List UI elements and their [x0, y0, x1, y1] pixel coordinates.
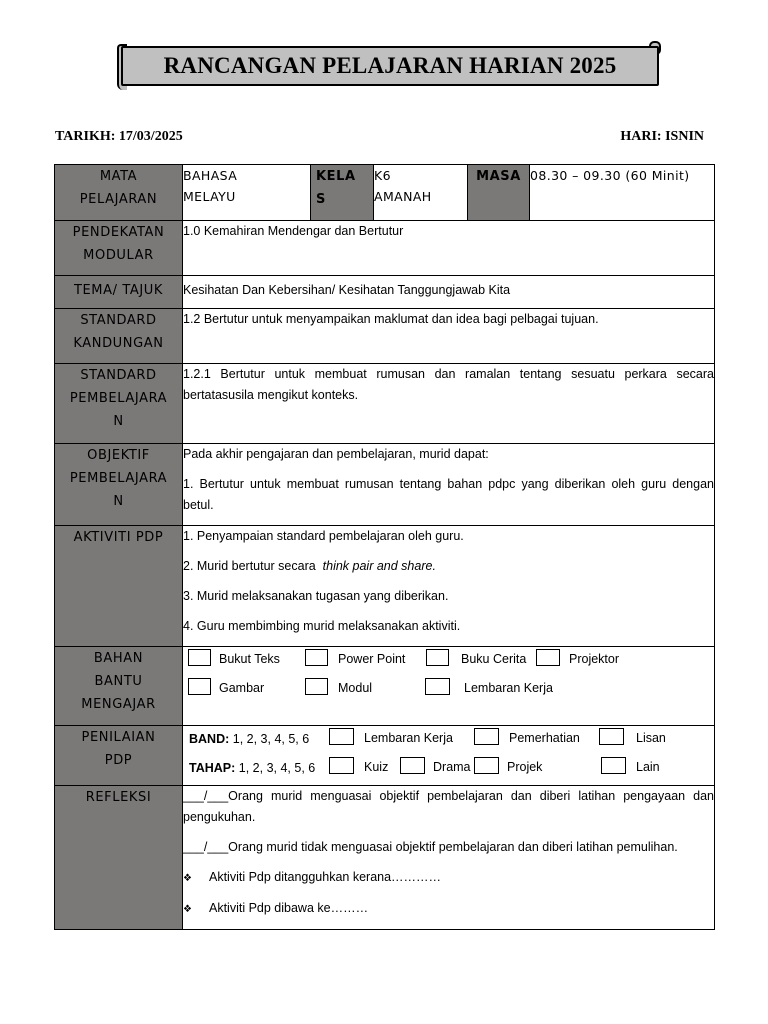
label-line: STANDARD: [80, 368, 157, 383]
checkbox-label: Lain: [636, 760, 660, 774]
row-bahan: [55, 647, 715, 726]
refleksi-bullet: [183, 898, 714, 920]
checkbox-projektor[interactable]: [536, 649, 619, 670]
checkbox-bukut-teks[interactable]: [188, 649, 280, 670]
checkbox-box[interactable]: [188, 678, 211, 695]
band-values: 1, 2, 3, 4, 5, 6: [232, 732, 310, 746]
value-masa: 08.30 – 09.30 (60 Minit): [530, 165, 715, 221]
row-aktiviti: [55, 526, 715, 647]
checkbox-box[interactable]: [601, 757, 626, 774]
value-bahan: [183, 647, 715, 726]
objektif-intro: Pada akhir pengajaran dan pembelajaran, murid dapat:: [183, 447, 489, 461]
hari-label: HARI: ISNIN: [620, 129, 704, 144]
penilaian-row-2: [183, 755, 714, 784]
value-mata-pelajaran: [183, 165, 311, 221]
row-pendekatan: [55, 221, 715, 276]
label-line: PDP: [104, 753, 133, 768]
checkbox-box[interactable]: [426, 649, 449, 666]
checkbox-box[interactable]: [400, 757, 425, 774]
label-line: BANTU: [94, 674, 143, 689]
label-line: STANDARD: [80, 313, 157, 328]
label-aktiviti: AKTIVITI PDP: [55, 526, 183, 647]
value-penilaian: [183, 726, 715, 786]
title-box: [121, 46, 659, 86]
lesson-plan-table: [54, 164, 715, 930]
aktiviti-item-text: 2. Murid bertutur secara: [183, 559, 316, 573]
label-line: PENILAIAN: [81, 730, 156, 745]
refleksi-bullet: [183, 867, 714, 889]
checkbox-box[interactable]: [188, 649, 211, 666]
checkbox-label: Projektor: [569, 652, 620, 666]
checkbox-box[interactable]: [329, 757, 354, 774]
label-line: PELAJARAN: [79, 192, 158, 207]
page-title: RANCANGAN PELAJARAN HARIAN 2025: [163, 53, 617, 78]
label-refleksi: REFLEKSI: [55, 786, 183, 930]
checkbox-box[interactable]: [536, 649, 560, 666]
aktiviti-item: 3. Murid melaksanakan tugasan yang diberikan.: [183, 589, 449, 603]
value-kelas: [374, 165, 468, 221]
aktiviti-italic: think pair and share.: [322, 559, 436, 573]
checkbox-lisan[interactable]: [599, 728, 666, 749]
row-standard-pembelajaran: [55, 364, 715, 444]
value-pendekatan: 1.0 Kemahiran Mendengar dan Bertutur: [183, 221, 715, 276]
label-line: N: [113, 494, 124, 509]
checkbox-label: Lembaran Kerja: [464, 681, 553, 695]
checkbox-box[interactable]: [425, 678, 450, 695]
value-refleksi: [183, 786, 715, 930]
label-line: KELA: [316, 169, 356, 184]
aktiviti-item: 1. Penyampaian standard pembelajaran oleh guru.: [183, 529, 464, 543]
label-line: PENDEKATAN: [72, 225, 165, 240]
diamond-bullet-icon: ❖: [183, 873, 192, 884]
label-line: OBJEKTIF: [87, 448, 150, 463]
checkbox-lembaran-kerja-penilaian[interactable]: [329, 728, 453, 749]
row-penilaian: [55, 726, 715, 786]
checkbox-label: Lisan: [636, 731, 666, 745]
value-aktiviti: [183, 526, 715, 647]
label-line: PEMBELAJARA: [69, 391, 168, 406]
band-text: [189, 729, 309, 750]
checkbox-label: Modul: [338, 681, 373, 695]
label-line: MENGAJAR: [81, 697, 156, 712]
checkbox-box[interactable]: [474, 728, 499, 745]
value-line: MELAYU: [183, 189, 236, 204]
value-standard-pembelajaran: 1.2.1 Bertutur untuk membuat rumusan dan ramalan tentang sesuatu perkara secara bertatasusila mengikut konteks.: [183, 364, 715, 444]
row-tema: [55, 276, 715, 309]
checkbox-label: Power Point: [338, 652, 406, 666]
checkbox-label: Lembaran Kerja: [364, 731, 453, 745]
checkbox-power-point[interactable]: [305, 649, 405, 670]
checkbox-box[interactable]: [329, 728, 354, 745]
value-standard-kandungan: 1.2 Bertutur untuk menyampaikan maklumat dan idea bagi pelbagai tujuan.: [183, 309, 715, 364]
checkbox-label: Kuiz: [364, 760, 389, 774]
checkbox-box[interactable]: [474, 757, 499, 774]
checkbox-label: Gambar: [219, 681, 265, 695]
label-pendekatan: [55, 221, 183, 276]
row-refleksi: [55, 786, 715, 930]
label-tema: TEMA/ TAJUK: [55, 276, 183, 309]
label-mata-pelajaran: [55, 165, 183, 221]
bullet-text: Aktiviti Pdp dibawa ke………: [209, 901, 369, 915]
checkbox-box[interactable]: [305, 649, 328, 666]
label-line: MODULAR: [83, 248, 154, 263]
bahan-row-1: [183, 647, 714, 676]
tahap-values: 1, 2, 3, 4, 5, 6: [238, 761, 316, 775]
bahan-row-2: [183, 676, 714, 705]
tahap-text: [189, 758, 315, 779]
checkbox-box[interactable]: [599, 728, 624, 745]
tahap-label: TAHAP:: [189, 761, 236, 775]
penilaian-row-1: [183, 726, 714, 755]
checkbox-modul[interactable]: [305, 678, 372, 699]
row-objektif: [55, 444, 715, 526]
value-line: K6: [374, 168, 391, 183]
checkbox-label: Projek: [507, 760, 543, 774]
label-line: KANDUNGAN: [73, 336, 164, 351]
label-masa: [468, 165, 530, 221]
label-bahan: [55, 647, 183, 726]
label-line: S: [316, 192, 326, 207]
label-standard-pembelajaran: [55, 364, 183, 444]
row-mata-pelajaran: [55, 165, 715, 221]
checkbox-projek[interactable]: [474, 757, 542, 778]
checkbox-lembaran-kerja[interactable]: [425, 678, 553, 699]
band-label: BAND:: [189, 732, 230, 746]
label-line: MASA: [476, 169, 521, 184]
label-line: BAHAN: [93, 651, 144, 666]
label-line: N: [113, 414, 124, 429]
checkbox-label: Pemerhatian: [509, 731, 580, 745]
checkbox-label: Buku Cerita: [461, 652, 527, 666]
title-banner: [117, 44, 661, 86]
refleksi-line: ___/___Orang murid menguasai objektif pembelajaran dan diberi latihan pengayaan dan pengukuhan.: [183, 789, 714, 824]
objektif-item: 1. Bertutur untuk membuat rumusan tentang bahan pdpc yang diberikan oleh guru dengan betul.: [183, 477, 714, 512]
checkbox-lain[interactable]: [601, 757, 660, 778]
aktiviti-item: 4. Guru membimbing murid melaksanakan aktiviti.: [183, 619, 461, 633]
diamond-bullet-icon: ❖: [183, 904, 192, 915]
checkbox-kuiz[interactable]: [329, 757, 388, 778]
value-line: AMANAH: [374, 189, 432, 204]
checkbox-label: Bukut Teks: [219, 652, 280, 666]
checkbox-pemerhatian[interactable]: [474, 728, 580, 749]
refleksi-line: ___/___Orang murid tidak menguasai objektif pembelajaran dan diberi latihan pemulihan.: [183, 840, 678, 854]
label-standard-kandungan: [55, 309, 183, 364]
label-objektif: [55, 444, 183, 526]
tarikh-label: TARIKH: 17/03/2025: [55, 129, 183, 144]
label-kelas: [311, 165, 374, 221]
label-line: PEMBELAJARA: [69, 471, 168, 486]
aktiviti-item: [183, 556, 714, 577]
label-penilaian: [55, 726, 183, 786]
checkbox-gambar[interactable]: [188, 678, 264, 699]
checkbox-drama[interactable]: [400, 757, 471, 778]
checkbox-box[interactable]: [305, 678, 328, 695]
value-tema: Kesihatan Dan Kebersihan/ Kesihatan Tanggungjawab Kita: [183, 276, 715, 309]
checkbox-buku-cerita[interactable]: [426, 649, 526, 670]
bullet-text: Aktiviti Pdp ditangguhkan kerana…………: [209, 870, 442, 884]
value-objektif: [183, 444, 715, 526]
checkbox-label: Drama: [433, 760, 471, 774]
value-line: BAHASA: [183, 168, 238, 183]
row-standard-kandungan: [55, 309, 715, 364]
label-line: MATA: [99, 169, 138, 184]
